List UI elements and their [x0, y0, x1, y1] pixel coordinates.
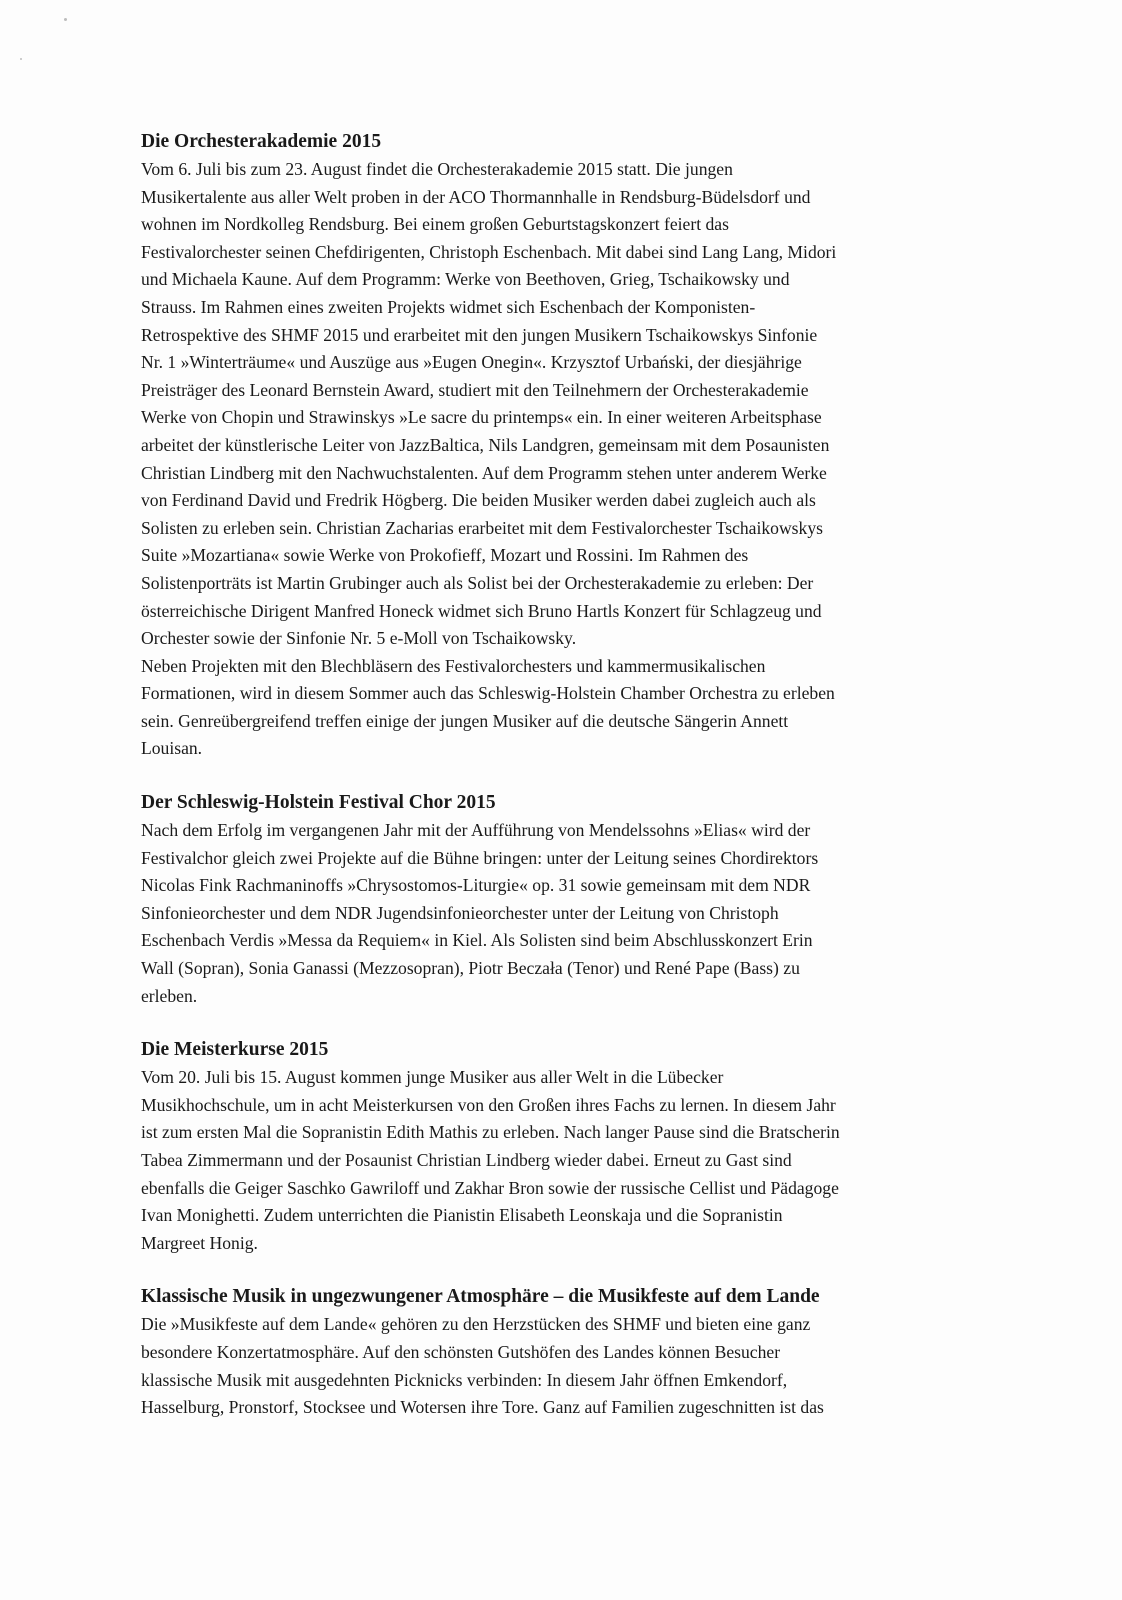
text-line: Festivalorchester seinen Chefdirigenten, Christoph Eschenbach. Mit dabei sind Lang Lang, Midori [141, 241, 837, 262]
text-line: Formationen, wird in diesem Sommer auch das Schleswig-Holstein Chamber Orchestra zu erleben [141, 683, 835, 704]
text-line: Eschenbach Verdis »Messa da Requiem« in Kiel. Als Solisten sind beim Abschlusskonzert Erin [141, 930, 813, 951]
text-line: ebenfalls die Geiger Saschko Gawriloff und Zakhar Bron sowie der russische Cellist und Pädagoge [141, 1177, 839, 1198]
text-line: Festivalchor gleich zwei Projekte auf die Bühne bringen: unter der Leitung seines Chordirektors [141, 847, 819, 868]
text-line: Nr. 1 »Winterträume« und Auszüge aus »Eugen Onegin«. Krzysztof Urbański, der diesjährige [141, 352, 802, 373]
section-title: Klassische Musik in ungezwungener Atmosphäre – die Musikfeste auf dem Lande [141, 1286, 820, 1308]
section-body [141, 1311, 971, 1421]
text-line: Nicolas Fink Rachmaninoffs »Chrysostomos-Liturgie« op. 31 sowie gemeinsam mit dem NDR [141, 875, 811, 896]
section-title: Der Schleswig-Holstein Festival Chor 2015 [141, 792, 496, 814]
text-line: Musikhochschule, um in acht Meisterkursen von den Großen ihres Fachs zu lernen. In diesem Jahr [141, 1094, 836, 1115]
text-line: Vom 20. Juli bis 15. August kommen junge Musiker aus aller Welt in die Lübecker [141, 1067, 724, 1088]
text-line: Christian Lindberg mit den Nachwuchstalenten. Auf dem Programm stehen unter anderem Werke [141, 462, 827, 483]
text-line: ist zum ersten Mal die Sopranistin Edith Mathis zu erleben. Nach langer Pause sind die Bratscherin [141, 1122, 840, 1143]
section-festival-chor [141, 789, 971, 1010]
text-line: Neben Projekten mit den Blechbläsern des Festivalorchesters und kammermusikalischen [141, 655, 766, 676]
section-title: Die Orchesterakademie 2015 [141, 131, 382, 152]
text-line: arbeitet der künstlerische Leiter von JazzBaltica, Nils Landgren, gemeinsam mit dem Posaunisten [141, 434, 830, 455]
scan-speck [64, 18, 67, 21]
text-line: Wall (Sopran), Sonia Ganassi (Mezzosopran), Piotr Beczała (Tenor) und René Pape (Bass) zu [141, 958, 800, 979]
text-line: Orchester sowie der Sinfonie Nr. 5 e-Moll von Tschaikowsky. [141, 628, 577, 649]
document-body [141, 128, 971, 1422]
text-line: Solisten zu erleben sein. Christian Zacharias erarbeitet mit dem Festivalorchester Tschaikowskys [141, 517, 823, 538]
text-line: Sinfonieorchester und dem NDR Jugendsinfonieorchester unter der Leitung von Christoph [141, 902, 779, 923]
section-musikfeste [141, 1283, 971, 1421]
text-line: Tabea Zimmermann und der Posaunist Christian Lindberg wieder dabei. Erneut zu Gast sind [141, 1150, 792, 1170]
text-line: Margreet Honig. [141, 1232, 258, 1253]
text-line: Ivan Monighetti. Zudem unterrichten die Pianistin Elisabeth Leonskaja und die Sopranistin [141, 1205, 783, 1226]
text-line: Suite »Mozartiana« sowie Werke von Prokofieff, Mozart und Rossini. Im Rahmen des [141, 545, 749, 566]
section-title: Die Meisterkurse 2015 [141, 1039, 329, 1061]
text-line: erleben. [141, 985, 198, 1006]
text-line: Strauss. Im Rahmen eines zweiten Projekts widmet sich Eschenbach der Komponisten- [141, 296, 756, 317]
text-line: Retrospektive des SHMF 2015 und erarbeitet mit den jungen Musikern Tschaikowskys Sinfonie [141, 324, 818, 345]
text-line: Nach dem Erfolg im vergangenen Jahr mit der Aufführung von Mendelssohns »Elias« wird der [141, 820, 811, 841]
section-body [141, 1064, 971, 1257]
scan-speck [20, 58, 22, 60]
text-line: Preisträger des Leonard Bernstein Award, studiert mit den Teilnehmern der Orchesterakademie [141, 379, 809, 400]
text-line: Louisan. [141, 738, 203, 759]
text-line: von Ferdinand David und Fredrik Högberg. Die beiden Musiker werden dabei zugleich auch als [141, 490, 816, 511]
text-line: Musikertalente aus aller Welt proben in der ACO Thormannhalle in Rendsburg-Büdelsdorf und [141, 186, 811, 207]
text-line: Hasselburg, Pronstorf, Stocksee und Wotersen ihre Tore. Ganz auf Familien zugeschnitten ist das [141, 1397, 824, 1418]
text-line: wohnen im Nordkolleg Rendsburg. Bei einem großen Geburtstagskonzert feiert das [141, 214, 729, 235]
section-orchesterakademie [141, 128, 971, 763]
text-line: Die »Musikfeste auf dem Lande« gehören zu den Herzstücken des SHMF und bieten eine ganz [141, 1314, 811, 1335]
text-line: sein. Genreübergreifend treffen einige der jungen Musiker auf die deutsche Sängerin Annett [141, 710, 789, 731]
text-line: klassische Musik mit ausgedehnten Picknicks verbinden: In diesem Jahr öffnen Emkendorf, [141, 1369, 788, 1390]
text-line: österreichische Dirigent Manfred Honeck widmet sich Bruno Hartls Konzert für Schlagzeug und [141, 600, 822, 621]
text-line: besondere Konzertatmosphäre. Auf den schönsten Gutshöfen des Landes können Besucher [141, 1341, 781, 1362]
text-line: Vom 6. Juli bis zum 23. August findet die Orchesterakademie 2015 statt. Die jungen [141, 159, 733, 179]
section-body [141, 156, 971, 763]
text-line: Werke von Chopin und Strawinskys »Le sacre du printemps« ein. In einer weiteren Arbeitsphase [141, 407, 822, 428]
section-body [141, 817, 971, 1010]
section-meisterkurse [141, 1036, 971, 1257]
text-line: Solistenporträts ist Martin Grubinger auch als Solist bei der Orchesterakademie zu erleben: Der [141, 572, 814, 593]
text-line: und Michaela Kaune. Auf dem Programm: Werke von Beethoven, Grieg, Tschaikowsky und [141, 269, 790, 290]
